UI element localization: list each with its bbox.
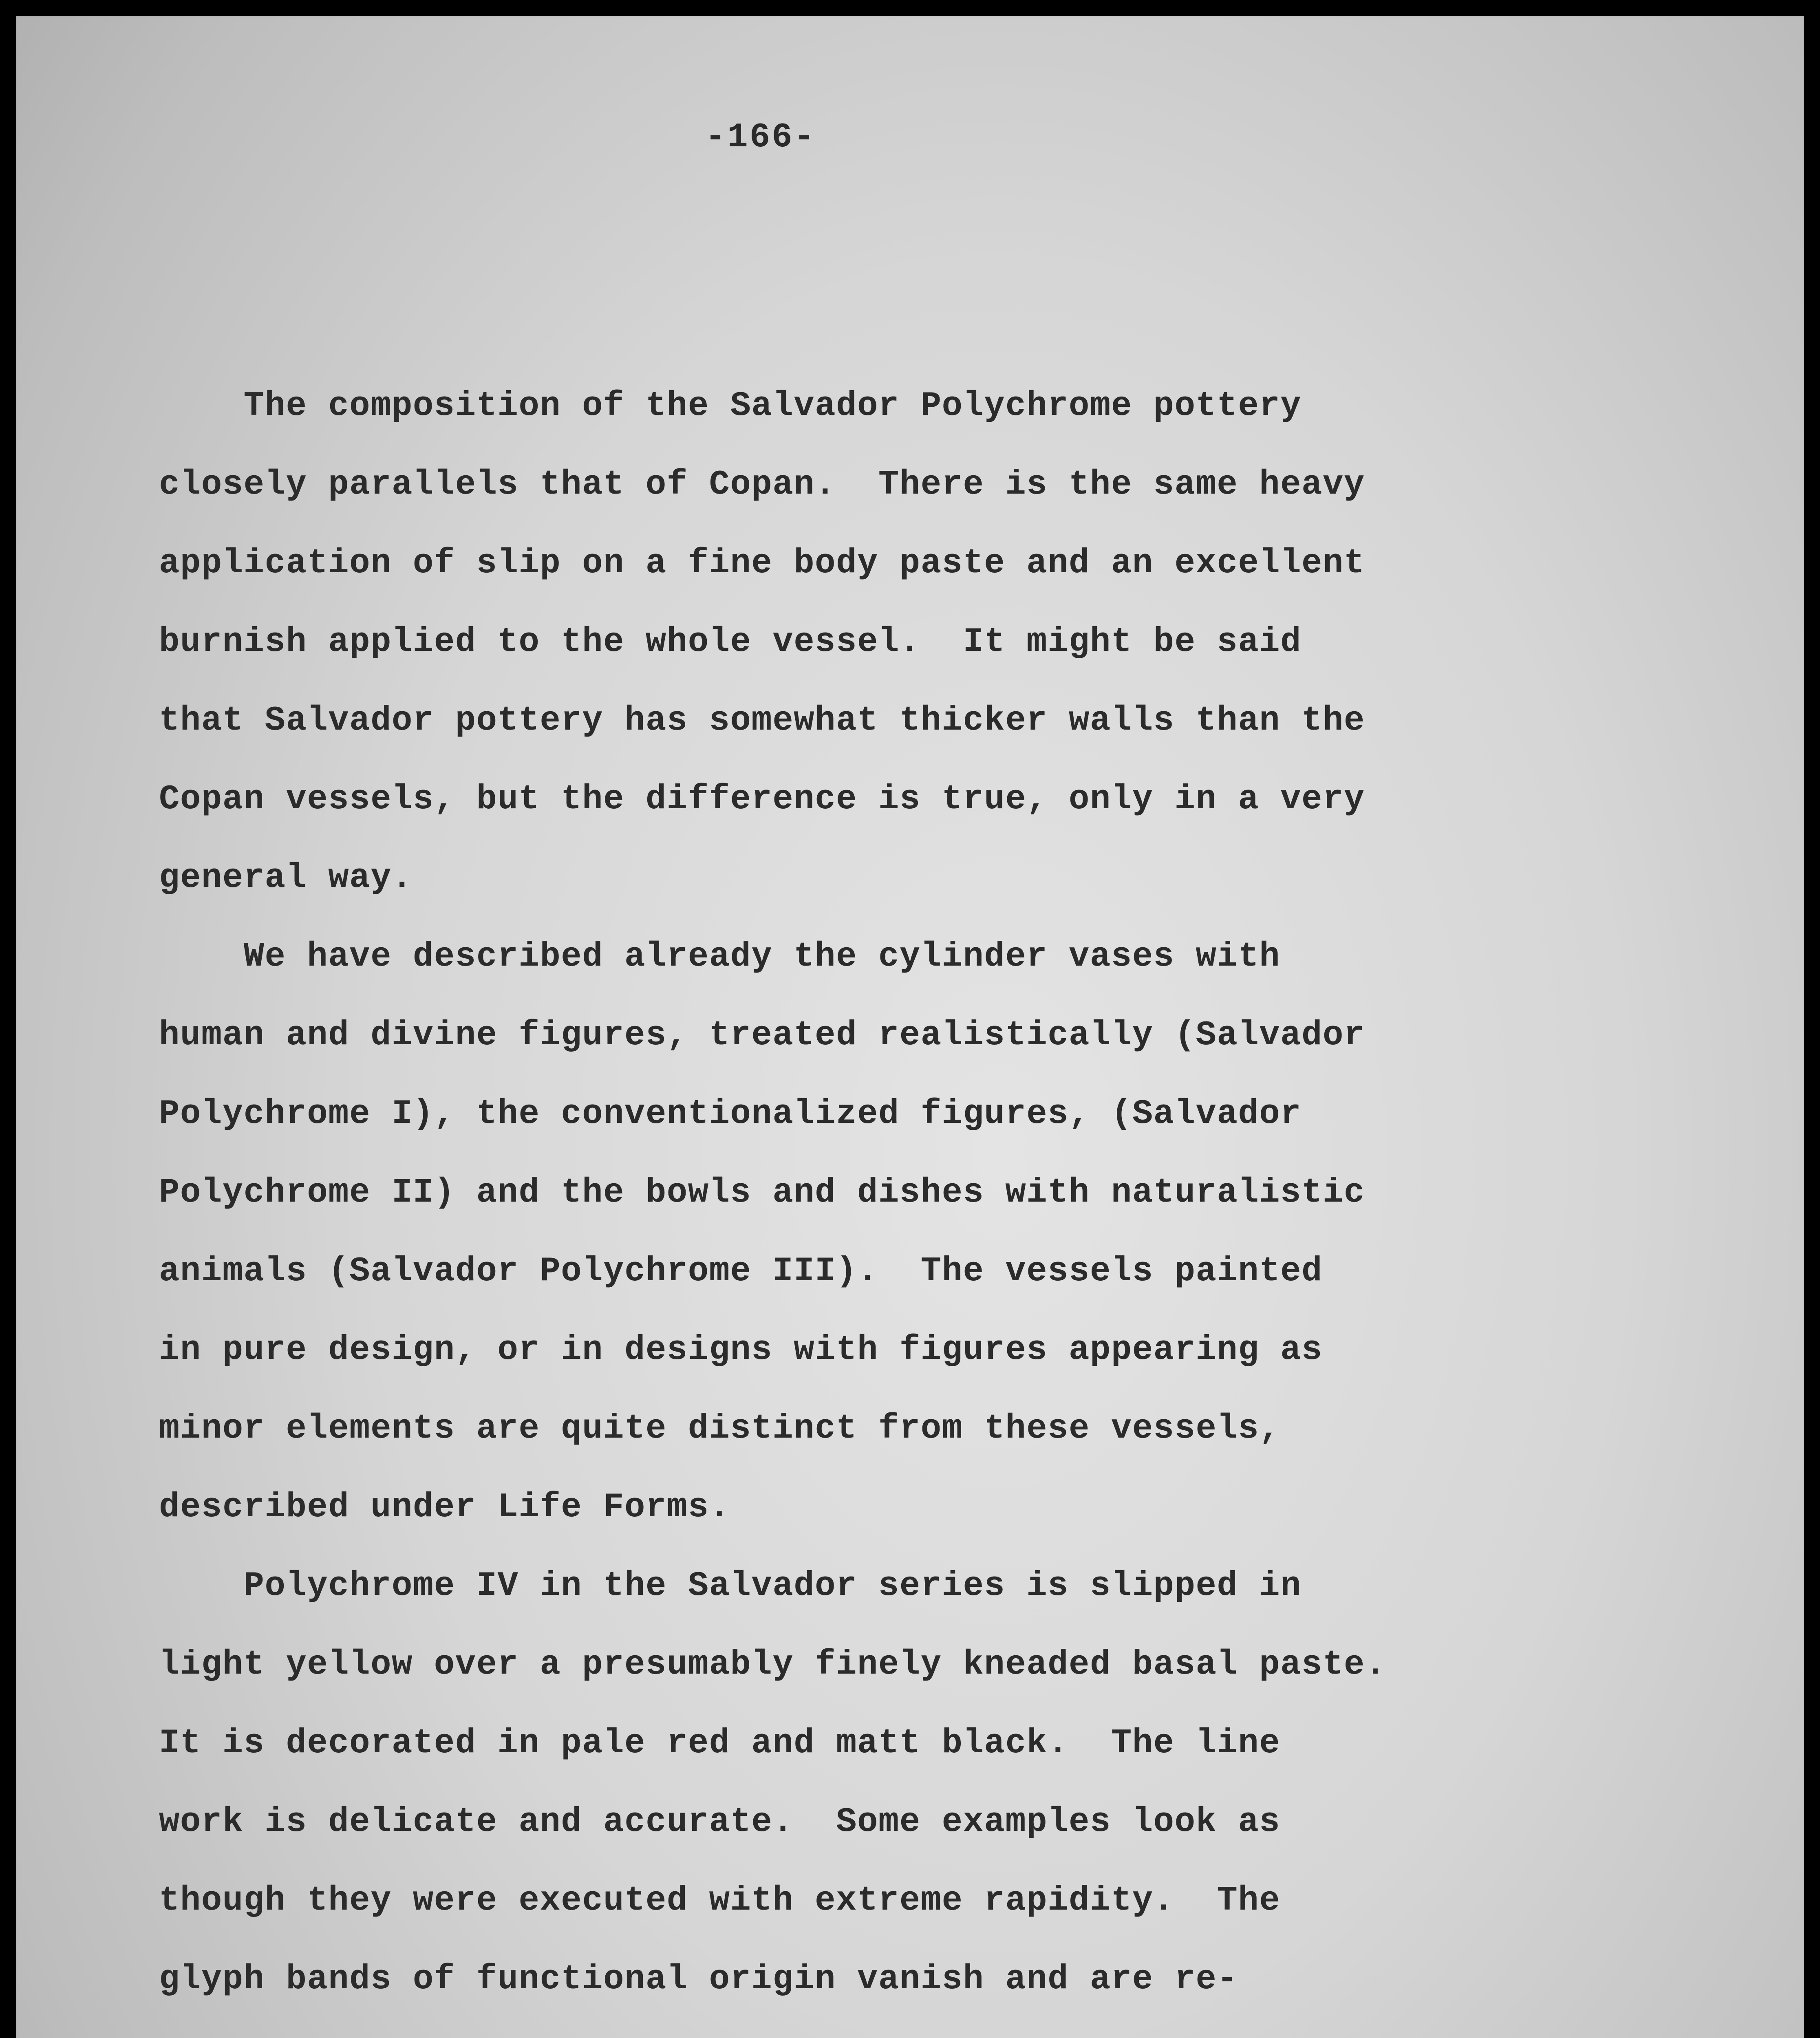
- text-line: Polychrome IV in the Salvador series is slipped in: [159, 1567, 1302, 1606]
- text-line: closely parallels that of Copan. There is the same heavy: [159, 465, 1365, 504]
- text-line: minor elements are quite distinct from these vessels,: [159, 1409, 1281, 1448]
- text-line: We have described already the cylinder vases with: [159, 937, 1281, 976]
- text-line: burnish applied to the whole vessel. It might be said: [159, 623, 1302, 662]
- text-line: work is delicate and accurate. Some examples look as: [159, 1803, 1281, 1842]
- text-line: light yellow over a presumably finely kneaded basal paste.: [159, 1645, 1386, 1684]
- text-line: application of slip on a fine body paste and an excellent: [159, 544, 1365, 583]
- body-text: [159, 367, 1565, 2038]
- text-line: general way.: [159, 859, 413, 898]
- text-line: Polychrome II) and the bowls and dishes with naturalistic: [159, 1173, 1365, 1212]
- text-line: glyph bands of functional origin vanish and are re-: [159, 1960, 1238, 1999]
- text-line: It is decorated in pale red and matt black. The line: [159, 1724, 1281, 1763]
- text-line: human and divine figures, treated realistically (Salvador: [159, 1016, 1365, 1055]
- document-page: [16, 16, 1804, 2038]
- text-line: in pure design, or in designs with figures appearing as: [159, 1331, 1323, 1370]
- text-line: described under Life Forms.: [159, 1488, 730, 1527]
- text-line: animals (Salvador Polychrome III). The vessels painted: [159, 1252, 1323, 1291]
- text-line: [159, 2019, 1565, 2038]
- text-line: The composition of the Salvador Polychrome pottery: [159, 387, 1302, 426]
- text-line: that Salvador pottery has somewhat thicker walls than the: [159, 701, 1365, 740]
- text-line: Copan vessels, but the difference is true, only in a very: [159, 780, 1365, 819]
- text-line: though they were executed with extreme rapidity. The: [159, 1881, 1281, 1920]
- page-number: -166-: [705, 118, 816, 157]
- text-line: Polychrome I), the conventionalized figures, (Salvador: [159, 1095, 1302, 1134]
